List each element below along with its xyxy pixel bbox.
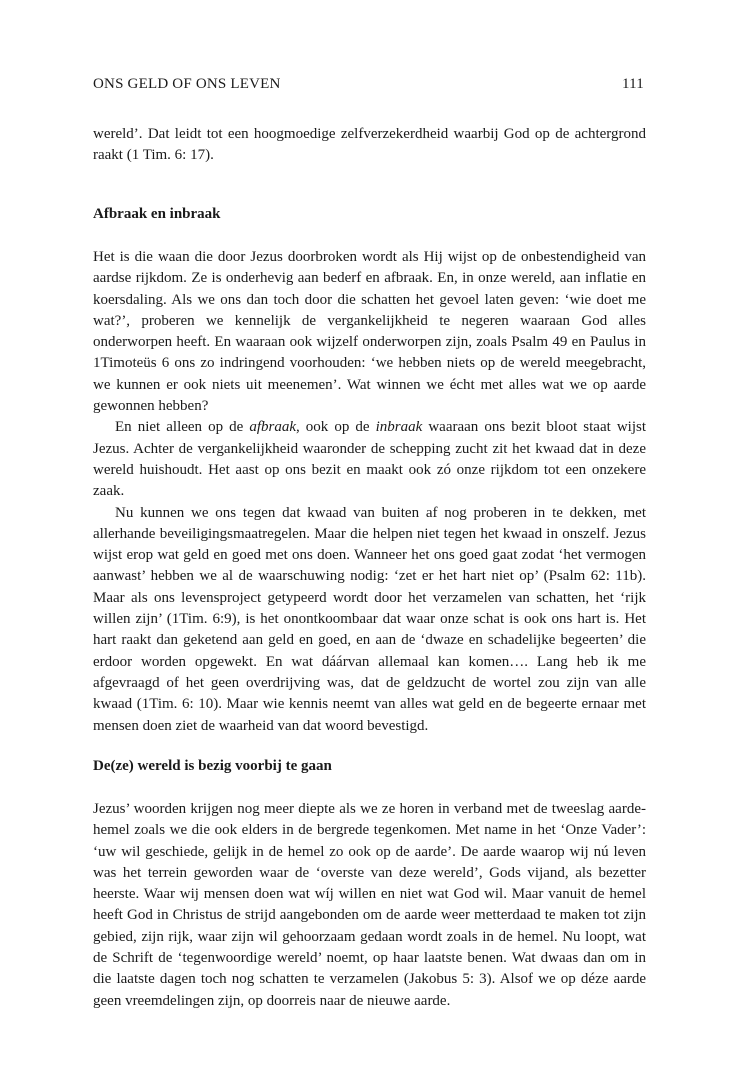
paragraph-text: , ook op de: [296, 419, 376, 436]
section-heading-wereld: De(ze) wereld is bezig voorbij te gaan: [93, 758, 332, 774]
page-number: 111: [622, 76, 644, 92]
emphasis-inbraak: inbraak: [375, 419, 423, 436]
section1-paragraph-3: Nu kunnen we ons tegen dat kwaad van buiten af nog proberen in te dekken, met allerhande beveiligingsmaatregelen. Maar die helpen niet tegen het kwaad in onszelf. Jezus wijst erop wat geld en goed met ons doen. Wanneer het ons goed gaat zodat ‘het vermogen aanwast’ hebben we al de waarschuwing nodig: ‘zet er het hart niet op’ (Psalm 62: 11b). Maar als ons levensproject getypeerd wordt door het verzamelen van schatten, het ‘rijk willen zijn’ (1Tim. 6:9), is het onontkoombaar dat waar onze schat is ook ons hart is. Het hart raakt dan geketend aan geld en goed, en aan de ‘dwaze en schadelijke begeerten’ die erdoor worden opgewekt. En wat dáárvan allemaal kan komen…. Lang heb ik me afgevraagd of het geen overdrijving was, dat de geldzucht de wortel zou zijn van alle kwaad (1Tim. 6: 10). Maar wie kennis neemt van alles wat geld en de begeerte ernaar met mensen doen ziet de waarheid van dat woord bevestigd.: [93, 504, 646, 734]
paragraph-text: waaraan ons bezit bloot staat wijst Jezus. Achter de vergankelijkheid waaronder de schepping zucht zit het kwaad dat in deze wereld huishoudt. Het aast op ons bezit en maakt ook zó onze rijkdom tot een onzekere zaak.: [93, 419, 646, 500]
section1-paragraph-2: [93, 417, 646, 502]
running-header: [93, 76, 644, 93]
running-title: ONS GELD OF ONS LEVEN: [93, 76, 281, 92]
section-heading-afbraak: Afbraak en inbraak: [93, 206, 221, 222]
intro-paragraph: wereld’. Dat leidt tot een hoogmoedige zelfverzekerdheid waarbij God op de achtergrond raakt (1 Tim. 6: 17).: [93, 126, 646, 164]
intro-block: [93, 124, 646, 167]
section2-paragraph-1: Jezus’ woorden krijgen nog meer diepte als we ze horen in verband met de tweeslag aarde- hemel zoals we die ook elders in de bergrede tegenkomen. Met name in het ‘Onze Vader’: ‘uw wil geschiede, gelijk in de hemel zo ook op de aarde’. De aarde waarop wij nú leven was het terrein geworden waar de ‘overste van deze wereld’, Gods vijand, als bezetter heerste. Waar wij mensen doen wat wíj willen en niet wat God wil. Maar vanuit de hemel heeft God in Christus de strijd aangebonden om de aarde weer metterdaad te maken tot zijn gebied, zijn rijk, waar zijn wil gehoorzaam gedaan wordt zoals in de hemel. Nu loopt, wat de Schrift de ‘tegenwoordige wereld’ noemt, op haar laatste benen. Wat dwaas dan om in die laatste dagen toch nog schatten te verzamelen (Jakobus 5: 3). Alsof we op déze aarde geen vreemdelingen zijn, op doorreis naar de nieuwe aarde.: [93, 801, 646, 1009]
emphasis-afbraak: afbraak: [249, 419, 297, 436]
section1-body: [93, 247, 646, 737]
paragraph-text: En niet alleen op de: [115, 419, 250, 436]
section1-paragraph-1: Het is die waan die door Jezus doorbroken wordt als Hij wijst op de onbestendigheid van aardse rijkdom. Ze is onderhevig aan bederf en afbraak. En, in onze wereld, aan inflatie en koersdaling. Als we ons dan toch door die schatten het gevoel laten geven: ‘wie doet me wat?’, proberen we kennelijk de vergankelijkheid te negeren waaraan God alles onderworpen heeft. En waaraan ook wijzelf onderworpen zijn, zoals Psalm 49 en Paulus in 1Timoteüs 6 ons zo indringend voorhouden: ‘we hebben niets op de wereld meegebracht, we kunnen er ook niets uit meenemen’. Wat winnen we écht met alles wat we op aarde gewonnen hebben?: [93, 249, 646, 415]
section2-body: [93, 799, 646, 1012]
